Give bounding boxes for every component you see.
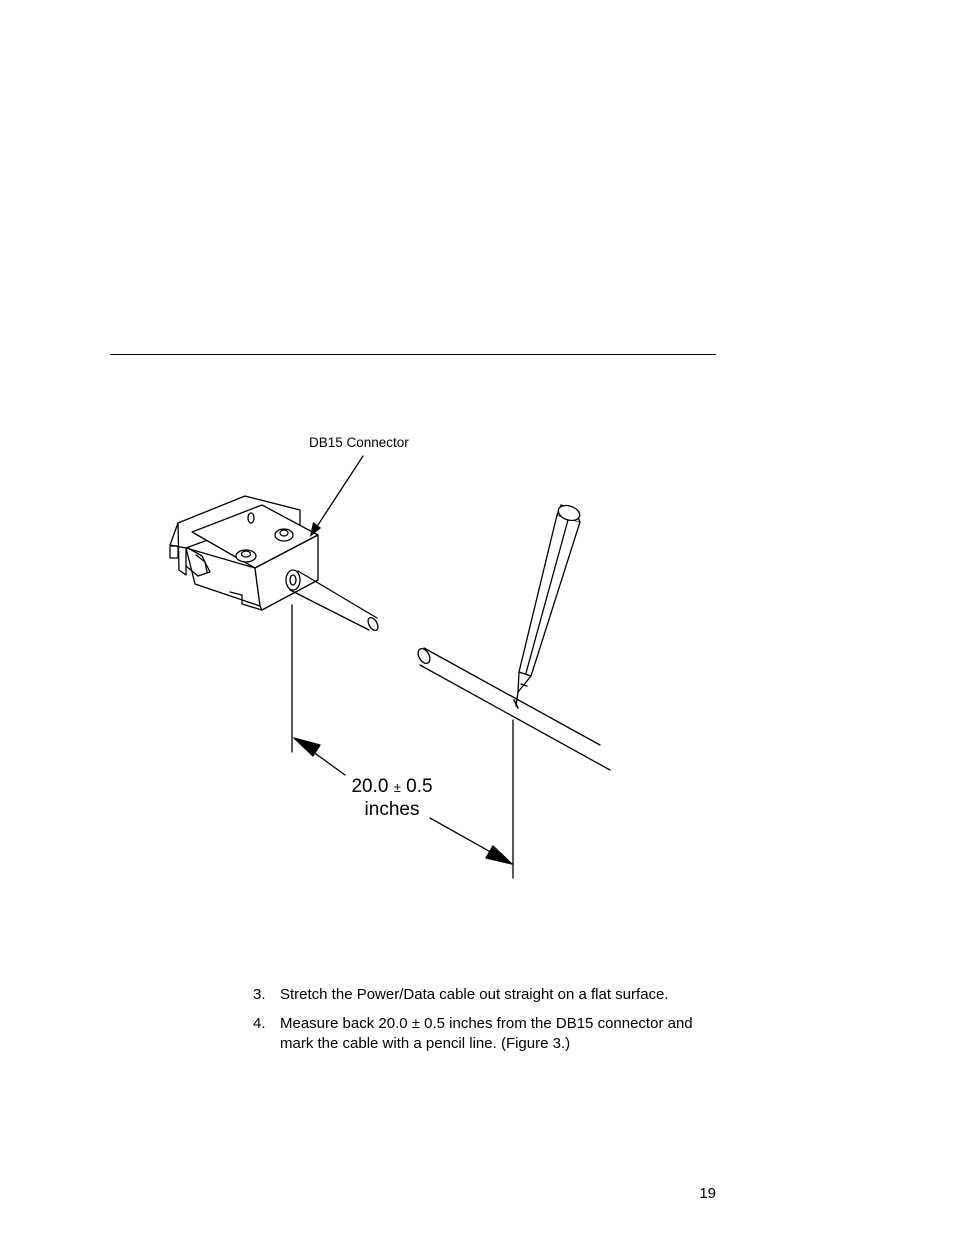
dimension-unit: inches xyxy=(364,799,420,820)
pencil-icon xyxy=(516,503,582,706)
step-text: Stretch the Power/Data cable out straight on a flat surface. xyxy=(280,986,669,1003)
page-number: 19 xyxy=(699,1185,716,1202)
dimension-plus-minus: ± xyxy=(393,780,401,795)
step-item xyxy=(253,1014,723,1054)
dimension-value-line xyxy=(332,776,452,799)
dimension-label xyxy=(332,776,452,821)
dimension-arrow-icon xyxy=(292,605,513,878)
dimension-tolerance: 0.5 xyxy=(406,776,433,797)
instruction-steps xyxy=(253,985,723,1063)
connector-label: DB15 Connector xyxy=(309,435,409,450)
step-number: 4. xyxy=(253,1015,266,1032)
connector-leader-line xyxy=(316,456,363,528)
step-item xyxy=(253,985,723,1005)
step-text: Measure back 20.0 ± 0.5 inches from the DB15 connector and mark the cable with a pencil line. (Figure 3.) xyxy=(280,1015,693,1052)
step-number: 3. xyxy=(253,986,266,1003)
dimension-value: 20.0 xyxy=(351,776,389,797)
